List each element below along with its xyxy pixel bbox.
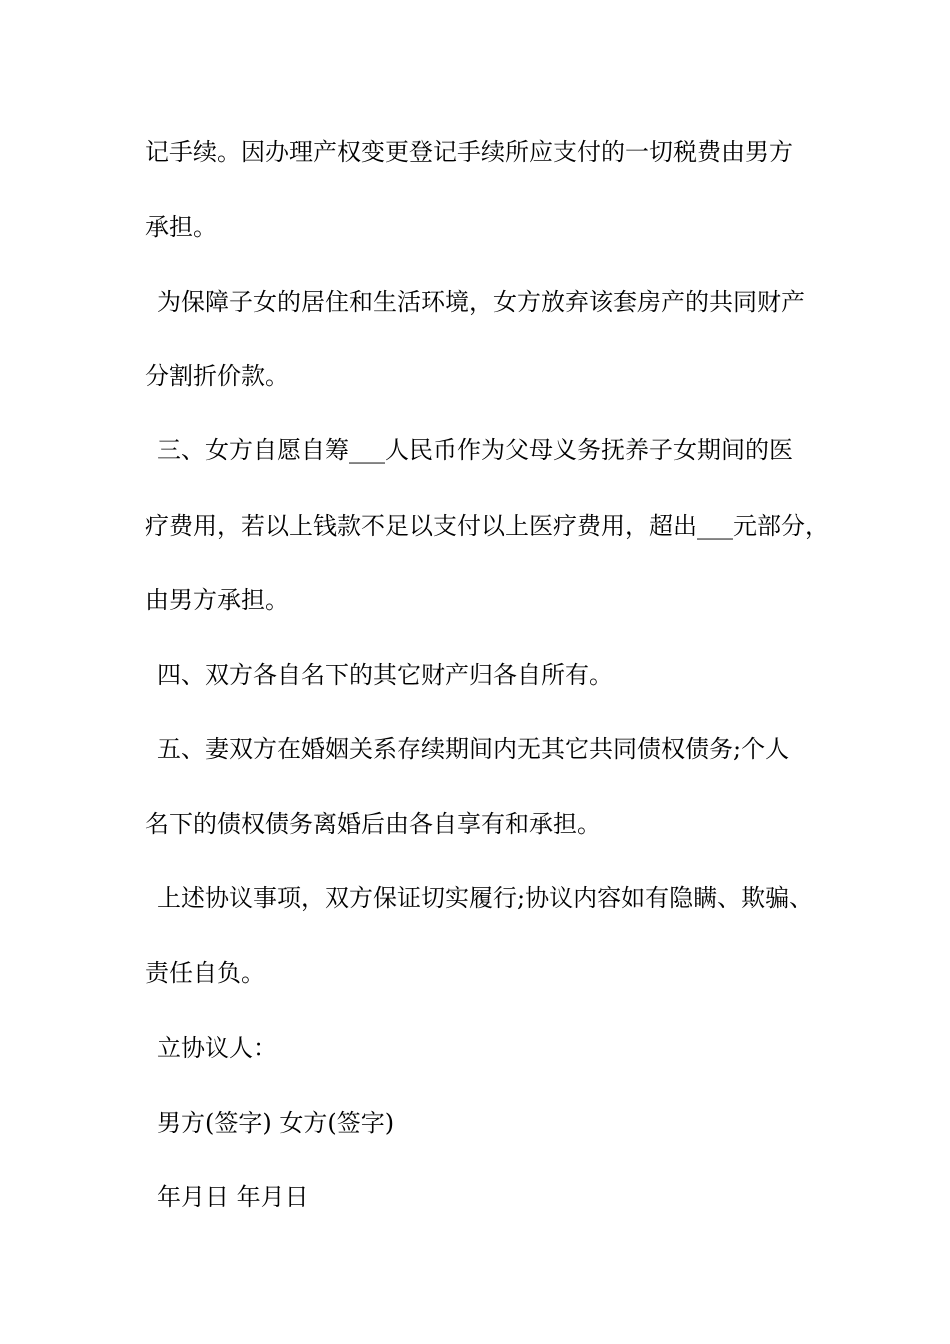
paragraph-line: 分割折价款。 [145,362,289,390]
paragraph-line: 疗费用，若以上钱款不足以支付以上医疗费用，超出___元部分， [145,512,829,540]
paragraph-line: 四、双方各自名下的其它财产归各自所有。 [157,661,613,689]
paragraph-line: 由男方承担。 [145,586,289,614]
paragraph-line: 五、妻双方在婚姻关系存续期间内无其它共同债权债务;个人 [157,735,790,763]
paragraph-line: 三、女方自愿自筹___人民币作为父母义务抚养子女期间的医 [157,436,793,464]
signatory-label: 立协议人： [157,1034,277,1062]
paragraph-line: 承担。 [145,213,217,241]
paragraph-line: 记手续。因办理产权变更登记手续所应支付的一切税费由男方 [145,138,793,166]
paragraph-line: 名下的债权债务离婚后由各自享有和承担。 [145,810,601,838]
date-line: 年月日 年月日 [157,1183,309,1211]
signature-line: 男方(签字) 女方(签字) [157,1109,395,1137]
paragraph-line: 上述协议事项，双方保证切实履行;协议内容如有隐瞒、欺骗、 [157,884,814,912]
paragraph-line: 为保障子女的居住和生活环境，女方放弃该套房产的共同财产 [157,288,805,316]
paragraph-line: 责任自负。 [145,959,265,987]
